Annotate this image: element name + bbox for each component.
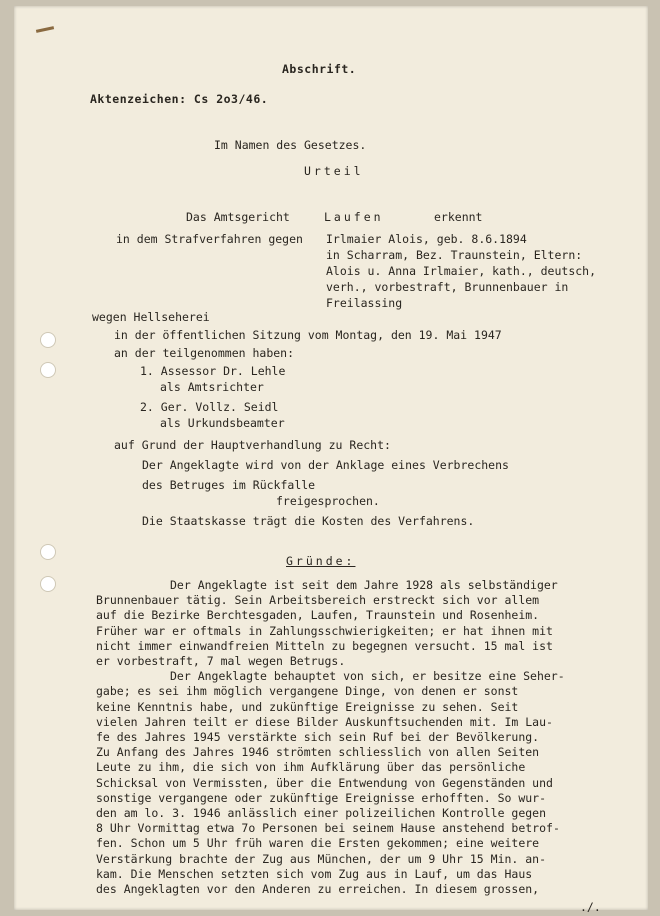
page-continuation-mark: ./. [580, 900, 601, 914]
body-line: Schicksal von Vermissten, über die Entwendung von Gegenständen und [96, 775, 553, 790]
participant-role: als Urkundsbeamter [160, 416, 285, 430]
punch-hole [40, 544, 56, 560]
erkennt-text: erkennt [434, 210, 483, 224]
body-line: er vorbestraft, 7 mal wegen Betrugs. [96, 654, 346, 669]
verdict-costs: Die Staatskasse trägt die Kosten des Verfahrens. [142, 514, 475, 528]
body-line: Zu Anfang des Jahres 1946 strömten schliesslich von allen Seiten [96, 745, 540, 760]
body-line: Brunnenbauer tätig. Sein Arbeitsbereich erstreckt sich vor allem [96, 593, 540, 608]
body-line: nicht immer einwandfreien Mitteln zu begegnen versucht. 15 mal ist [96, 638, 553, 653]
auf-grund-line: auf Grund der Hauptverhandlung zu Recht: [114, 438, 391, 452]
im-namen-heading: Im Namen des Gesetzes. [214, 138, 367, 152]
body-line: auf die Bezirke Berchtesgaden, Laufen, Traunstein und Rosenheim. [96, 608, 540, 623]
wegen-line: wegen Hellseherei [92, 310, 210, 324]
participant-line: 2. Ger. Vollz. Seidl [140, 400, 279, 414]
body-line: fe des Jahres 1945 verstärkte sich sein Ruf bei der Bevölkerung. [96, 730, 540, 745]
body-line: Der Angeklagte behauptet von sich, er besitze eine Seher- [170, 669, 565, 684]
body-line: vielen Jahren teilt er diese Bilder Auskunftsuchenden mit. Im Lau- [96, 714, 553, 729]
defendant-line: Freilassing [326, 296, 403, 310]
body-line: gabe; es sei ihm möglich vergangene Dinge, von denen er sonst [96, 684, 519, 699]
reasons-body [96, 578, 626, 897]
body-line: kam. Die Menschen setzten sich vom Zug aus in Lauf, um das Haus [96, 866, 533, 881]
defendant-line: in Scharram, Bez. Traunstein, Eltern: [326, 248, 583, 262]
defendant-line: Alois u. Anna Irlmaier, kath., deutsch, [326, 264, 597, 278]
body-line: Verstärkung brachte der Zug aus München, der um 9 Uhr 15 Min. an- [96, 851, 547, 866]
verdict-line: des Betruges im Rückfalle [142, 478, 316, 492]
punch-hole [40, 576, 56, 592]
participant-role: als Amtsrichter [160, 380, 264, 394]
teilgenommen-line: an der teilgenommen haben: [114, 346, 295, 360]
punch-hole [40, 362, 56, 378]
body-line: Früher war er oftmals in Zahlungsschwierigkeiten; er hat ihnen mit [96, 623, 553, 638]
body-line: den am lo. 3. 1946 anlässlich einer polizeilichen Kontrolle gegen [96, 806, 547, 821]
amtsgericht-label: Das Amtsgericht [186, 210, 290, 224]
body-line: Leute zu ihm, die sich von ihm Aufklärung über das persönliche [96, 760, 526, 775]
gruende-heading: Gründe: [286, 554, 356, 568]
body-line: des Angeklagten vor den Anderen zu erreichen. In diesem grossen, [96, 882, 540, 897]
defendant-line: Irlmaier Alois, geb. 8.6.1894 [326, 232, 527, 246]
body-line: keine Kenntnis habe, und zukünftige Ereignisse zu sehen. Seit [96, 699, 519, 714]
amtsgericht-name: Laufen [324, 210, 384, 224]
strafverfahren-label: in dem Strafverfahren gegen [116, 232, 303, 246]
body-line: fen. Schon um 5 Uhr früh waren die Ersten gekommen; eine weitere [96, 836, 540, 851]
pen-mark [36, 26, 54, 33]
defendant-line: verh., vorbestraft, Brunnenbauer in [326, 280, 569, 294]
document-page [14, 6, 648, 914]
body-line: sonstige vergangene oder zukünftige Ereignisse erhofften. So wur- [96, 790, 547, 805]
sitzung-line: in der öffentlichen Sitzung vom Montag, den 19. Mai 1947 [114, 328, 502, 342]
body-line: Der Angeklagte ist seit dem Jahre 1928 als selbständiger [170, 578, 558, 592]
verdict-line: Der Angeklagte wird von der Anklage eines Verbrechens [142, 458, 509, 472]
urteil-heading: Urteil [304, 164, 364, 178]
participant-line: 1. Assessor Dr. Lehle [140, 364, 286, 378]
body-line: 8 Uhr Vormittag etwa 7o Personen bei seinem Hause anstehend betrof- [96, 821, 560, 836]
aktenzeichen: Aktenzeichen: Cs 2o3/46. [90, 92, 269, 106]
verdict-acquittal: freigesprochen. [276, 494, 380, 508]
document-title: Abschrift. [282, 62, 357, 76]
punch-hole [40, 332, 56, 348]
